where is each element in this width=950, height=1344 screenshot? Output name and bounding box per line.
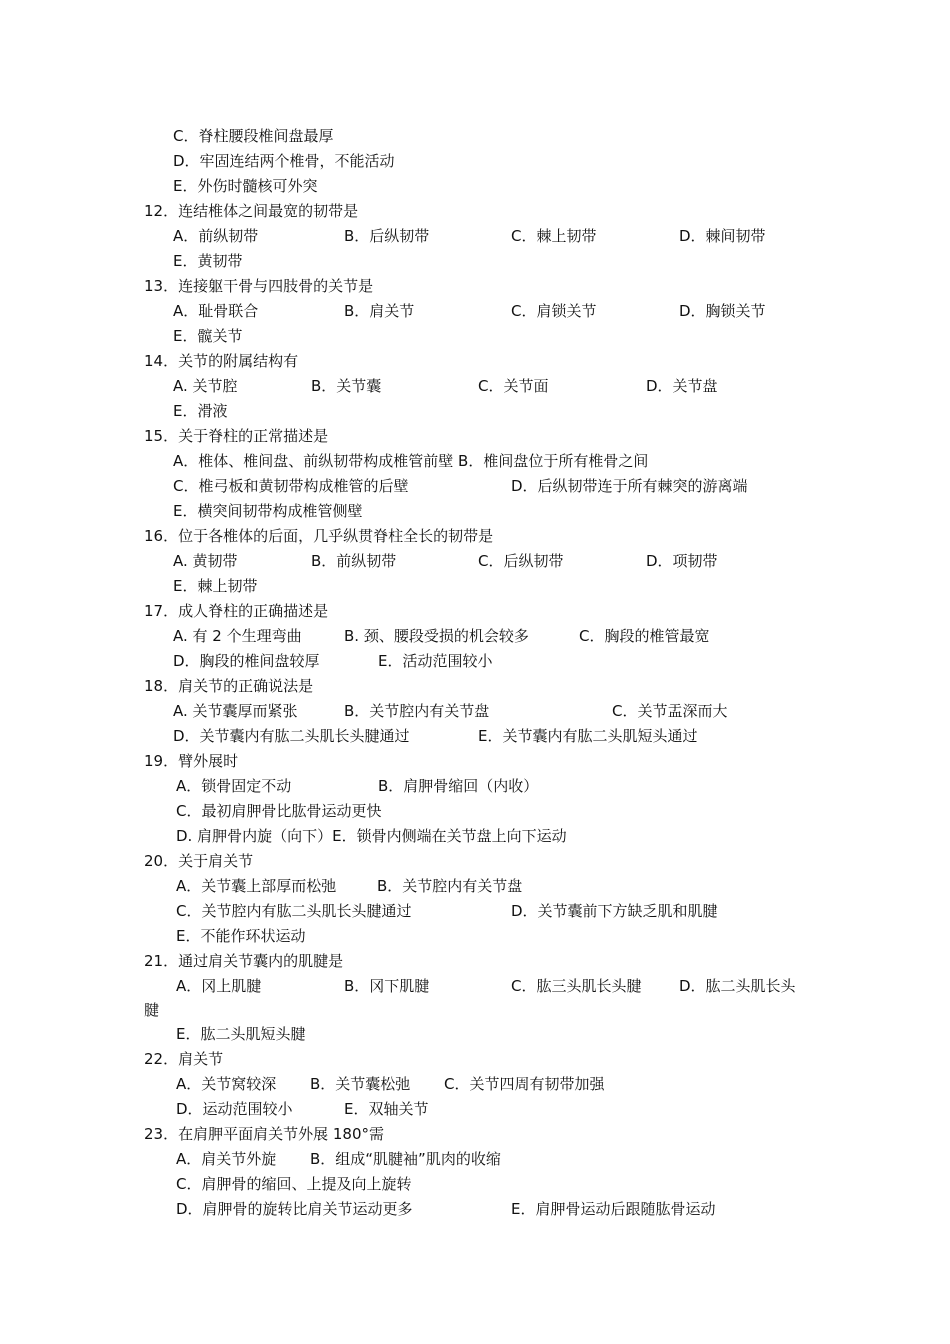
q21-option-d: D．肱二头肌长头: [679, 977, 796, 995]
q20-option-e: E．不能作环状运动: [176, 927, 306, 945]
q20-option-c: C．关节腔内有肱二头肌长头腱通过: [176, 902, 412, 920]
q21-option-c: C．肱三头肌长头腱: [511, 977, 642, 995]
q21-option-a: A．冈上肌腱: [176, 977, 262, 995]
q21-option-d-continued: 腱: [144, 1001, 160, 1019]
q13-option-c: C．肩锁关节: [511, 302, 597, 320]
q16-option-c: C．后纵韧带: [478, 552, 564, 570]
q11-option-c: C．脊柱腰段椎间盘最厚: [173, 127, 334, 145]
q14-stem: 14．关节的附属结构有: [144, 352, 299, 370]
q11-option-d: D．牢固连结两个椎骨，不能活动: [173, 152, 395, 170]
q12-option-d: D．棘间韧带: [679, 227, 766, 245]
q22-stem: 22．肩关节: [144, 1050, 224, 1068]
q13-option-b: B．肩关节: [344, 302, 415, 320]
q23-stem: 23．在肩胛平面肩关节外展 180°需: [144, 1125, 384, 1143]
q15-option-d: D．后纵韧带连于所有棘突的游离端: [511, 477, 748, 495]
q16-option-e: E．棘上韧带: [173, 577, 258, 595]
q15-stem: 15．关于脊柱的正常描述是: [144, 427, 329, 445]
q12-option-c: C．棘上韧带: [511, 227, 597, 245]
q19-stem: 19．臂外展时: [144, 752, 239, 770]
q16-option-b: B．前纵韧带: [311, 552, 397, 570]
q19-option-b: B．肩胛骨缩回（内收）: [378, 777, 539, 795]
q19-option-de: D. 肩胛骨内旋（向下）E．锁骨内侧端在关节盘上向下运动: [176, 827, 567, 845]
q22-option-a: A．关节窝较深: [176, 1075, 277, 1093]
q13-option-d: D．胸锁关节: [679, 302, 766, 320]
q23-option-e: E．肩胛骨运动后跟随肱骨运动: [511, 1200, 716, 1218]
q21-stem: 21．通过肩关节囊内的肌腱是: [144, 952, 344, 970]
q14-option-c: C．关节面: [478, 377, 549, 395]
q20-option-d: D．关节囊前下方缺乏肌和肌腱: [511, 902, 718, 920]
q19-option-c: C．最初肩胛骨比肱骨运动更快: [176, 802, 382, 820]
q20-option-b: B．关节腔内有关节盘: [377, 877, 523, 895]
q22-option-b: B．关节囊松弛: [310, 1075, 411, 1093]
q18-option-e: E．关节囊内有肱二头肌短头通过: [478, 727, 698, 745]
q14-option-b: B．关节囊: [311, 377, 382, 395]
q17-option-a: A. 有 2 个生理弯曲: [173, 627, 302, 645]
q15-option-ab: A．椎体、椎间盘、前纵韧带构成椎管前壁 B．椎间盘位于所有椎骨之间: [173, 452, 649, 470]
q11-option-e: E．外伤时髓核可外突: [173, 177, 318, 195]
q16-option-d: D．项韧带: [646, 552, 718, 570]
q12-option-b: B．后纵韧带: [344, 227, 430, 245]
q23-option-d: D．肩胛骨的旋转比肩关节运动更多: [176, 1200, 413, 1218]
q21-option-e: E．肱二头肌短头腱: [176, 1025, 306, 1043]
q20-stem: 20．关于肩关节: [144, 852, 254, 870]
q18-option-a: A. 关节囊厚而紧张: [173, 702, 298, 720]
q20-option-a: A．关节囊上部厚而松弛: [176, 877, 337, 895]
q14-option-a: A. 关节腔: [173, 377, 238, 395]
q13-stem: 13．连接躯干骨与四肢骨的关节是: [144, 277, 374, 295]
q13-option-a: A．耻骨联合: [173, 302, 259, 320]
q23-option-c: C．肩胛骨的缩回、上提及向上旋转: [176, 1175, 412, 1193]
q12-stem: 12．连结椎体之间最宽的韧带是: [144, 202, 359, 220]
q17-option-e: E．活动范围较小: [378, 652, 493, 670]
q19-option-a: A．锁骨固定不动: [176, 777, 292, 795]
q22-option-c: C．关节四周有韧带加强: [444, 1075, 605, 1093]
q14-option-d: D．关节盘: [646, 377, 718, 395]
q22-option-d: D．运动范围较小: [176, 1100, 293, 1118]
q18-option-b: B．关节腔内有关节盘: [344, 702, 490, 720]
q18-option-c: C．关节盂深而大: [612, 702, 728, 720]
q13-option-e: E．髋关节: [173, 327, 243, 345]
q22-option-e: E．双轴关节: [344, 1100, 429, 1118]
q15-option-c: C．椎弓板和黄韧带构成椎管的后壁: [173, 477, 409, 495]
q17-stem: 17．成人脊柱的正确描述是: [144, 602, 329, 620]
q18-stem: 18．肩关节的正确说法是: [144, 677, 314, 695]
q17-option-c: C．胸段的椎管最宽: [579, 627, 710, 645]
q16-option-a: A. 黄韧带: [173, 552, 238, 570]
q17-option-d: D．胸段的椎间盘较厚: [173, 652, 320, 670]
q16-stem: 16．位于各椎体的后面，几乎纵贯脊柱全长的韧带是: [144, 527, 494, 545]
q12-option-e: E．黄韧带: [173, 252, 243, 270]
q21-option-b: B．冈下肌腱: [344, 977, 430, 995]
q23-option-a: A．肩关节外旋: [176, 1150, 277, 1168]
q23-option-b: B．组成“肌腱袖”肌肉的收缩: [310, 1150, 501, 1168]
q17-option-b: B. 颈、腰段受损的机会较多: [344, 627, 529, 645]
q14-option-e: E．滑液: [173, 402, 228, 420]
q12-option-a: A．前纵韧带: [173, 227, 259, 245]
q15-option-e: E．横突间韧带构成椎管侧壁: [173, 502, 363, 520]
q18-option-d: D．关节囊内有肱二头肌长头腱通过: [173, 727, 410, 745]
